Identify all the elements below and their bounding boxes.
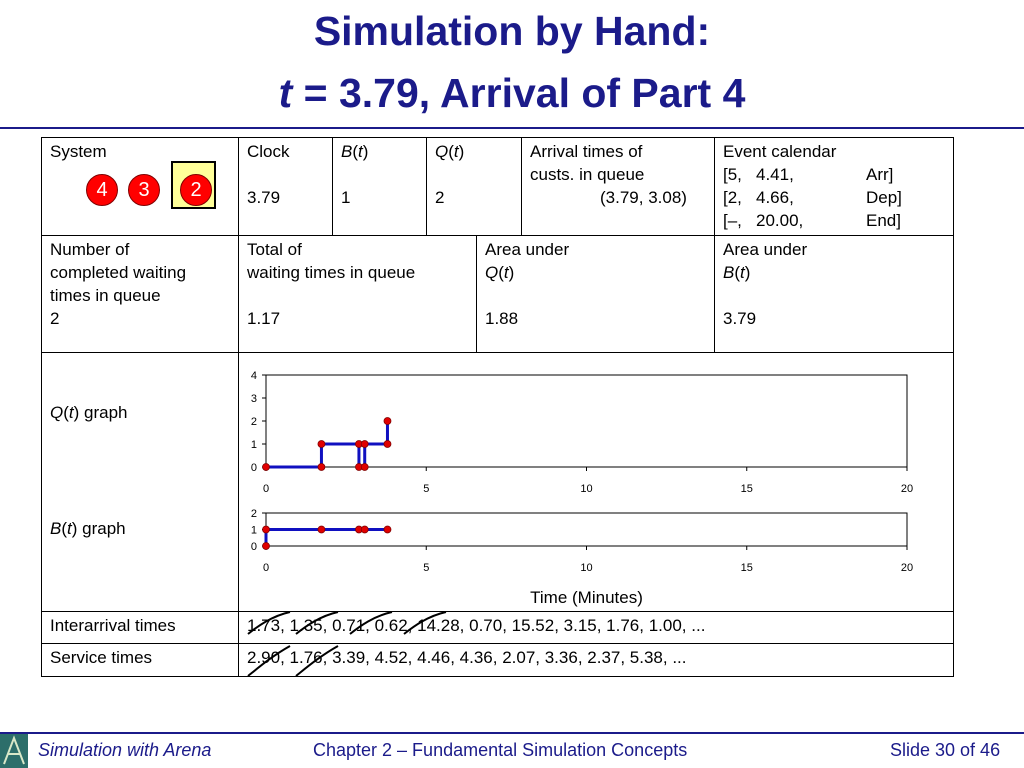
area-b-value: 3.79: [723, 309, 757, 328]
arrivals-value: (3.79, 3.08): [600, 188, 687, 207]
bt-value: 1: [341, 188, 351, 207]
area-q-var: Q: [485, 263, 499, 282]
bt-y-tick-label: 2: [250, 508, 257, 520]
completed-label-3: times in queue: [50, 286, 161, 305]
area-b-var: B: [723, 263, 735, 282]
area-b-arg: t: [740, 263, 745, 282]
qt-y-tick-label: 0: [250, 462, 257, 474]
entity-2-circle: 2: [180, 174, 212, 206]
bt-x-tick-label: 0: [262, 562, 270, 574]
arrivals-label-2: custs. in queue: [530, 165, 645, 184]
service-label: Service times: [50, 648, 153, 667]
bgraph-var: B: [50, 519, 62, 538]
interarrival-label: Interarrival times: [50, 616, 176, 635]
clock-value: 3.79: [247, 188, 281, 207]
qt-y-tick-label: 1: [250, 439, 257, 451]
event-entity: [2,: [723, 188, 742, 207]
qt-x-tick-label: 5: [423, 483, 430, 495]
completed-value: 2: [50, 309, 60, 328]
event-calendar-label: Event calendar: [723, 142, 837, 161]
area-q-symbol: Q(t): [485, 263, 515, 282]
time-axis-label: Time (Minutes): [530, 588, 643, 607]
qt-value: 2: [435, 188, 445, 207]
clock-label: Clock: [247, 142, 290, 161]
area-q-value: 1.88: [485, 309, 519, 328]
qt-label-arg: t: [453, 142, 459, 161]
total-value: 1.17: [247, 309, 281, 328]
event-entity: [–,: [723, 211, 742, 230]
qt-y-tick-label: 3: [250, 393, 257, 405]
title-t-variable: t: [278, 70, 293, 116]
qt-y-tick-label: 2: [250, 416, 257, 428]
entity-4-circle: 4: [86, 174, 118, 206]
total-label-2: waiting times in queue: [247, 263, 416, 282]
event-type: Arr]: [866, 165, 894, 184]
strike-mark-interarrival-4: [404, 612, 446, 634]
qt-x-tick-label: 15: [740, 483, 753, 495]
strike-mark-service-1: [248, 646, 290, 676]
event-time: 20.00,: [756, 211, 804, 230]
qt-x-tick-label: 10: [580, 483, 593, 495]
event-type: End]: [866, 211, 901, 230]
system-label: System: [50, 142, 107, 161]
strike-mark-service-2: [296, 646, 338, 676]
area-b-symbol: B(t): [723, 263, 751, 282]
arena-logo-icon: [0, 734, 28, 768]
event-type: Dep]: [866, 188, 902, 207]
bt-graph-label: B(t) graph: [50, 519, 126, 538]
slide-title-line-1: Simulation by Hand:: [313, 8, 711, 54]
area-q-label: Area under: [485, 240, 570, 259]
qt-x-tick-label: 20: [900, 483, 914, 495]
qt-label-var: Q: [435, 142, 449, 161]
footer-left: Simulation with Arena: [38, 740, 212, 760]
qt-x-tick-label: 0: [262, 483, 270, 495]
bt-y-tick-label: 0: [250, 541, 257, 553]
title-line-2-text: = 3.79, Arrival of Part 4: [292, 70, 746, 116]
completed-label-1: Number of: [50, 240, 130, 259]
bt-label-arg: t: [358, 142, 363, 161]
completed-label-2: completed waiting: [50, 263, 187, 282]
qt-y-tick-label: 4: [250, 370, 257, 382]
bt-label: B(t): [341, 142, 369, 161]
event-entity: [5,: [723, 165, 742, 184]
strike-mark-interarrival-2: [296, 612, 338, 634]
bt-x-tick-label: 5: [423, 562, 430, 574]
arrivals-label-1: Arrival times of: [530, 142, 643, 161]
service-values: 2.90, 1.76, 3.39, 4.52, 4.46, 4.36, 2.07, 3.36, 2.37, 5.38, ...: [247, 648, 687, 667]
bt-x-tick-label: 15: [740, 562, 753, 574]
event-time: 4.66,: [756, 188, 794, 207]
footer-right: Slide 30 of 46: [890, 740, 1001, 760]
qt-graph-label: Q(t) graph: [50, 403, 128, 422]
event-time: 4.41,: [756, 165, 794, 184]
bt-x-tick-label: 20: [900, 562, 914, 574]
footer-divider: [0, 732, 1024, 734]
strike-mark-interarrival-1: [248, 612, 290, 634]
footer-center: Chapter 2 – Fundamental Simulation Concepts: [313, 740, 688, 760]
qgraph-rest: graph: [79, 403, 128, 422]
bgraph-arg: t: [67, 519, 72, 538]
bt-label-var: B: [341, 142, 353, 161]
bt-x-tick-label: 10: [580, 562, 593, 574]
bgraph-rest: graph: [77, 519, 126, 538]
bt-y-tick-label: 1: [250, 524, 257, 537]
interarrival-values: 1.73, 1.35, 0.71, 0.62, 14.28, 0.70, 15.52, 3.15, 1.76, 1.00, ...: [247, 616, 706, 635]
qgraph-arg: t: [68, 403, 74, 422]
qgraph-var: Q: [50, 403, 64, 422]
strike-mark-interarrival-3: [350, 612, 392, 634]
qt-label: Q(t): [435, 142, 465, 161]
area-b-label: Area under: [723, 240, 808, 259]
total-label-1: Total of: [247, 240, 302, 259]
entity-3-circle: 3: [128, 174, 160, 206]
area-q-arg: t: [503, 263, 509, 282]
